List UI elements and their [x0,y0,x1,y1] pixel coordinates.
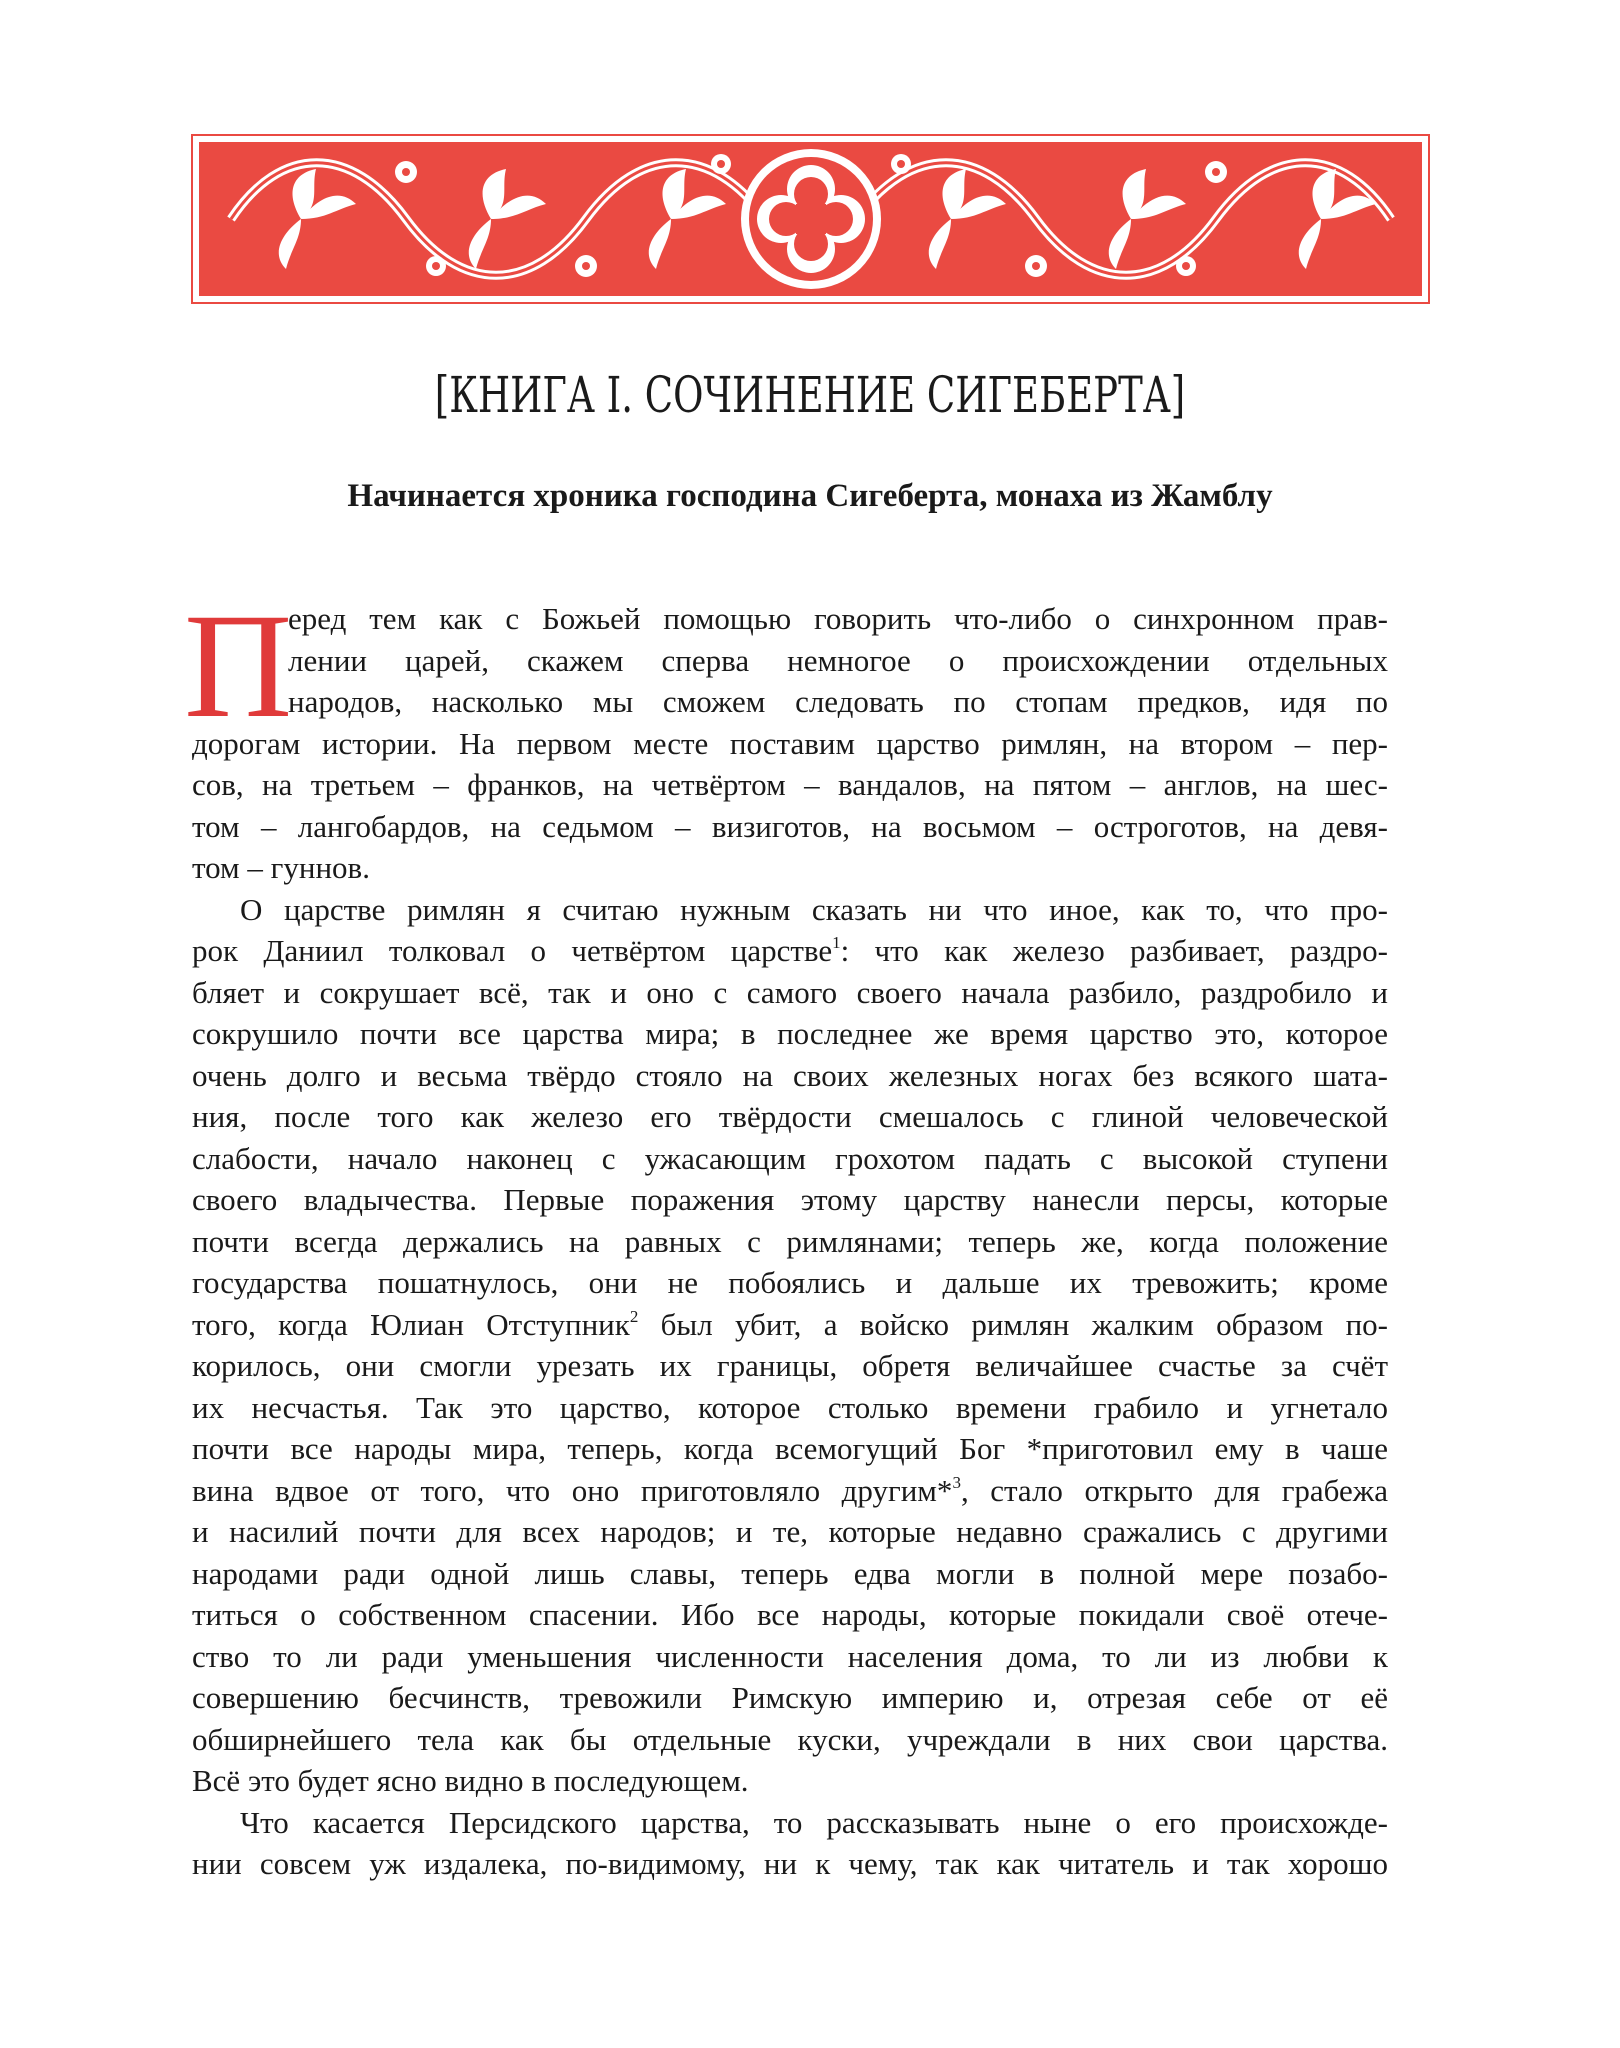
text-line: дорогам истории. На первом месте поставим царство римлян, на втором – пер- [192,725,1388,761]
flower-icon [426,256,446,276]
text-line: народами ради одной лишь славы, теперь едва могли в полной мере позабо- [192,1555,1388,1591]
footnote-mark[interactable]: 3 [952,1472,961,1492]
flower-icon [891,154,911,174]
text-run: того, когда Юлиан Отступник [192,1306,630,1342]
chapter-subtitle: Начинается хроника господина Сигеберта, монаха из Жамблу [347,478,1273,514]
ornamental-header-band [191,134,1430,304]
drop-cap: П [184,583,293,749]
text-line: совершению бесчинств, тревожили Римскую империю и, отрезая себе от её [192,1680,1388,1715]
text-run: был убит, а войско римлян жалким образом по- [638,1306,1388,1342]
text-line: их несчастья. Так это царство, которое столько времени грабило и угнетало [192,1389,1388,1425]
text-line: Всё это будет ясно видно в последующем. [192,1763,749,1798]
flower-icon [1025,255,1047,277]
text-line: обширнейшего тела как бы отдельные куски, учреждали в них свои царства. [192,1721,1388,1757]
text-run: вина вдвое от того, что оно приготовляло другим* [192,1472,953,1508]
text-line [192,930,1388,972]
body-text [192,598,1388,1885]
text-line: титься о собственном спасении. Ибо все народы, которые покидали своё отече- [192,1597,1388,1632]
flower-icon [1176,256,1196,276]
footnote-mark[interactable]: 2 [629,1306,639,1326]
footnote-mark[interactable]: 1 [832,933,841,952]
text-line: почти всегда держались на равных с римлянами; теперь же, когда положение [192,1223,1388,1259]
text-line: очень долго и весьма твёрдо стояло на своих железных ногах без всякого шата- [192,1057,1388,1093]
text-line: бляет и сокрушает всё, так и оно с самого своего начала разбило, раздробило и [192,974,1388,1010]
text-line: народов, насколько мы сможем следовать по стопам предков, идя по [288,684,1388,719]
text-line: ство то ли ради уменьшения численности населения дома, то ли из любви к [192,1638,1388,1674]
text-line: своего владычества. Первые поражения этому царству нанесли персы, которые [192,1182,1388,1217]
text-line: том – гуннов. [192,850,370,885]
text-line: О царстве римлян я считаю нужным сказать ни что иное, как то, что про- [240,891,1388,927]
text-line: государства пошатнулось, они не побоялись и дальше их тревожить; кроме [192,1265,1388,1300]
text-line: нии совсем уж издалека, по-видимому, ни к чему, так как читатель и так хорошо [192,1846,1388,1881]
chapter-title: [КНИГА I. СОЧИНЕНИЕ СИГЕБЕРТА] [434,366,1186,424]
flower-icon [575,255,597,277]
text-run: рок Даниил толковал о четвёртом царстве [192,933,833,968]
flower-icon [1205,161,1227,183]
text-line [192,1470,1388,1512]
text-line: еред тем как с Божьей помощью говорить что-либо о синхронном прав- [288,601,1388,636]
text-line: ния, после того как железо его твёрдости смешалось с глиной человеческой [192,1099,1388,1134]
text-line: сов, на третьем – франков, на четвёртом – вандалов, на пятом – англов, на шес- [192,767,1388,802]
text-line: и насилий почти для всех народов; и те, которые недавно сражались с другими [192,1514,1388,1549]
text-run: : что как железо разбивает, раздро- [840,933,1388,968]
text-line: почти все народы мира, теперь, когда всемогущий Бог *приготовил ему в чаше [192,1431,1388,1466]
text-line: корилось, они смогли урезать их границы, обретя величайшее счастье за счёт [192,1348,1388,1383]
text-line: сокрушило почти все царства мира; в последнее же время царство это, которое [192,1016,1388,1051]
text-line [192,1304,1388,1346]
flower-icon [395,161,417,183]
text-line: слабости, начало наконец с ужасающим грохотом падать с высокой ступени [192,1140,1388,1176]
text-run: , стало открыто для грабежа [960,1472,1388,1508]
text-line: Что касается Персидского царства, то рассказывать ныне о его происхожде- [240,1804,1388,1840]
flower-icon [711,154,731,174]
text-line: том – лангобардов, на седьмом – визиготов, на восьмом – остроготов, на девя- [192,808,1388,844]
text-line: лении царей, скажем сперва немногое о происхождении отдельных [288,642,1388,678]
